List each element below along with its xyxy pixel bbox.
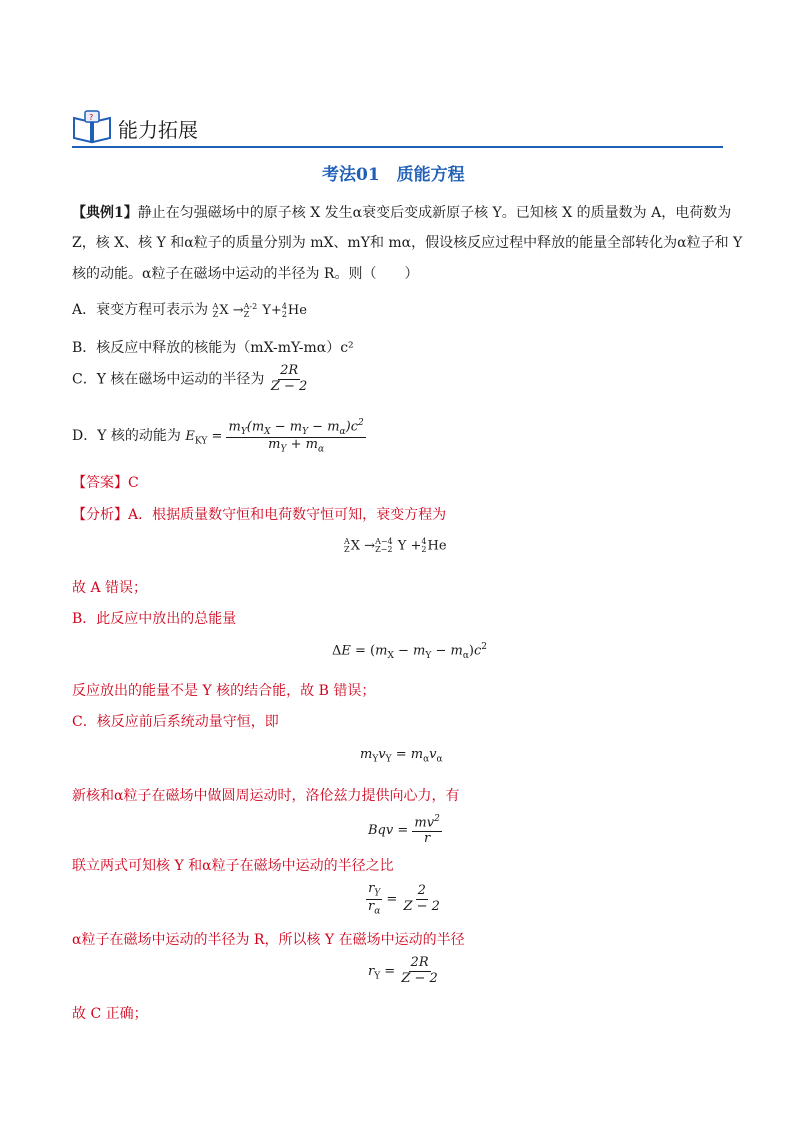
analysis-b-intro: B．此反应中放出的总能量 — [72, 611, 237, 627]
svg-text:?: ? — [89, 113, 94, 122]
option-a — [72, 299, 307, 319]
equation-energy: $\Delta E = (m_X - m_Y - m_\alpha)c^2$ — [332, 642, 487, 661]
option-c-fraction: $\frac{2R}{Z - 2}$ — [270, 363, 308, 394]
analysis-a-conclusion: 故 A 错误； — [72, 580, 148, 596]
section-title: 考法01 质能方程 — [322, 165, 465, 185]
analysis-c-text4: α粒子在磁场中运动的半径为 R，所以核 Y 在磁场中运动的半径 — [72, 932, 465, 948]
equation-momentum: $m_Yv_Y = m_\alpha v_\alpha$ — [360, 747, 443, 765]
problem-stem-3: 核的动能。α粒子在磁场中运动的半径为 R。则（ ） — [72, 266, 419, 282]
option-b: B．核反应中释放的核能为（mX-mY-mα）c² — [72, 340, 354, 356]
problem-stem-1: 静止在匀强磁场中的原子核 X 发生α衰变后变成新原子核 Y。已知核 X 的质量数为 A，电荷数为 — [137, 205, 732, 221]
option-d — [72, 418, 366, 455]
equation-ratio: $\frac{r_Y}{r_\alpha}$ = $\frac{2}{Z - 2}$ — [368, 881, 440, 917]
option-d-equation: $E_{KY}$ = $\frac{m_Y(m_X - m_Y - m_\alpha)c^2}{m_Y + m_\alpha}$ — [185, 418, 364, 455]
option-c — [72, 364, 309, 395]
equation-decay: A Z X → A−4 Z−2 Y + 4 2 He — [344, 537, 447, 554]
answer-tag: 【答案】 — [72, 475, 128, 491]
answer-line — [72, 472, 139, 492]
header-underline — [72, 146, 723, 148]
analysis-c-intro: C．核反应前后系统动量守恒，即 — [72, 714, 279, 730]
header-title: 能力拓展 — [118, 118, 198, 142]
header-icon — [72, 110, 112, 148]
book-icon — [72, 110, 112, 144]
analysis-tag: 【分析】 — [72, 507, 128, 523]
analysis-c-text2: 新核和α粒子在磁场中做圆周运动时，洛伦兹力提供向心力，有 — [72, 788, 460, 804]
equation-radius: $r_Y$ = $\frac{2R}{Z - 2}$ — [368, 955, 438, 986]
analysis-c-text3: 联立两式可知核 Y 和α粒子在磁场中运动的半径之比 — [72, 858, 394, 874]
option-a-label: A．衰变方程可表示为 — [72, 302, 209, 318]
analysis-a-intro: 【分析】A．根据质量数守恒和电荷数守恒可知，衰变方程为 — [72, 507, 447, 523]
problem-tag: 【典例1】 — [72, 205, 138, 221]
analysis-b-conclusion: 反应放出的能量不是 Y 核的结合能，故 B 错误； — [72, 683, 376, 699]
answer-value: C — [128, 475, 139, 491]
option-d-label: D．Y 核的动能为 — [72, 428, 181, 445]
problem-stem-2: Z，核 X、核 Y 和α粒子的质量分别为 mX、mY和 mα，假设核反应过程中释放的能量全部转化为α粒子和 Y — [72, 235, 743, 251]
problem-line-1 — [72, 202, 731, 222]
equation-lorentz: Bqv = $\frac{mv^2}{r}$ — [368, 814, 440, 847]
option-a-equation: A Z X → A-2 Z Y+ 4 2 He — [212, 301, 307, 319]
analysis-c-conclusion: 故 C 正确； — [72, 1006, 148, 1022]
option-c-label: C．Y 核在磁场中运动的半径为 — [72, 371, 265, 388]
